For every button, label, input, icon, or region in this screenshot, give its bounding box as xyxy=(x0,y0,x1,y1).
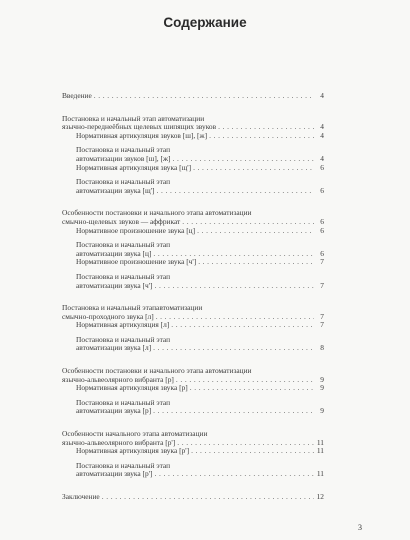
toc-entry-text: Заключение xyxy=(62,492,100,501)
leader-dots xyxy=(173,155,314,164)
toc-entry-text: Нормативное произношение звука [ч'] xyxy=(76,257,197,267)
toc-page-number: 7 xyxy=(320,320,324,330)
toc-entry-text: Постановка и начальный этап автоматизации xyxy=(62,113,205,123)
toc-page-number: 4 xyxy=(320,130,324,140)
toc-subentry xyxy=(76,164,324,173)
toc-page-number: 9 xyxy=(320,374,324,384)
toc-entry-text: язычно-альвеолярного вибранта [р'] xyxy=(62,437,176,447)
leader-dots xyxy=(94,92,314,101)
leader-dots xyxy=(197,227,314,236)
toc-entry-text: Особенности постановки и начального этапа автоматизации xyxy=(62,366,252,376)
toc-subentry xyxy=(76,321,324,330)
toc-entry-text: смычно-проходного звука [л] xyxy=(62,311,154,321)
toc-section-5 xyxy=(62,430,324,447)
toc-entry-text: автоматизации звука [р'] xyxy=(76,469,153,479)
toc-page-number: 8 xyxy=(320,343,324,353)
toc-entry-text: автоматизации звука [ц] xyxy=(76,248,152,258)
toc-entry-text: Нормативная артикуляция звука [р'] xyxy=(76,446,190,456)
leader-dots xyxy=(102,493,314,502)
toc-entry-text: Постановка и начальный этап xyxy=(76,397,171,407)
leader-dots xyxy=(171,321,314,330)
leader-dots xyxy=(209,132,314,141)
toc-section-4 xyxy=(62,367,324,384)
toc-page-number: 12 xyxy=(316,492,324,501)
toc-page-number: 4 xyxy=(320,153,324,163)
toc-page-number: 11 xyxy=(316,469,324,479)
toc-page-number: 6 xyxy=(320,248,324,258)
toc-entry-text: Постановка и начальный этапавтоматизации xyxy=(62,303,203,313)
toc-entry-text: Нормативная артикуляция звука [р] xyxy=(76,383,188,393)
toc-entry-text: Постановка и начальный этап xyxy=(76,177,171,187)
toc-page-number: 11 xyxy=(316,446,324,456)
toc-subentry xyxy=(76,273,324,290)
toc-section-1 xyxy=(62,115,324,132)
leader-dots xyxy=(177,439,314,448)
toc-entry-outro xyxy=(62,493,324,502)
toc-entry-text: автоматизации звука [л] xyxy=(76,343,152,353)
leader-dots xyxy=(182,218,314,227)
leader-dots xyxy=(155,470,315,479)
toc-entry-text: язычно-переднеёбных щелевых шипящих звуков xyxy=(62,122,217,132)
toc-entry-text: Нормативное произношение звука [ц] xyxy=(76,225,196,235)
toc-entry-text: Особенности начального этапа автоматизации xyxy=(62,429,208,439)
leader-dots xyxy=(218,123,314,132)
leader-dots xyxy=(153,344,314,353)
toc-entry-text: Нормативная артикуляция звуков [ш], [ж] xyxy=(76,130,208,140)
toc-entry-text: автоматизации звука [р] xyxy=(76,406,152,416)
toc-entry-text: Постановка и начальный этап xyxy=(76,334,171,344)
toc-subentry xyxy=(76,132,324,141)
toc-entry-text: Постановка и начальный этап xyxy=(76,460,171,470)
toc-subentry xyxy=(76,146,324,163)
toc-entry-text: Особенности постановки и начального этапа автоматизации xyxy=(62,208,252,218)
toc-page-number: 6 xyxy=(320,216,324,226)
toc-entry-text: Постановка и начальный этап xyxy=(76,240,171,250)
toc-page-number: 7 xyxy=(320,257,324,267)
leader-dots xyxy=(193,164,314,173)
toc-entry-text: Введение xyxy=(62,91,92,100)
leader-dots xyxy=(156,313,314,322)
toc-subentry xyxy=(76,384,324,393)
toc-entry-text: Постановка и начальный этап xyxy=(76,271,171,281)
toc-page-number: 4 xyxy=(320,122,324,132)
toc-page-number: 6 xyxy=(320,162,324,172)
toc-subentry xyxy=(76,399,324,416)
leader-dots xyxy=(176,376,314,385)
toc-page-number: 6 xyxy=(320,225,324,235)
toc-page-number: 9 xyxy=(320,406,324,416)
page-number: 3 xyxy=(358,523,362,532)
toc-entry-text: автоматизации звука [ч'] xyxy=(76,280,153,290)
toc-entry-intro xyxy=(62,92,324,101)
toc-page-number: 6 xyxy=(320,185,324,195)
toc-page-number: 4 xyxy=(320,91,324,100)
toc-subentry xyxy=(76,241,324,258)
toc-subentry xyxy=(76,178,324,195)
leader-dots xyxy=(153,407,314,416)
toc-page-number: 9 xyxy=(320,383,324,393)
leader-dots xyxy=(190,384,314,393)
toc-subentry xyxy=(76,447,324,456)
toc-subentry xyxy=(76,462,324,479)
toc-section-3 xyxy=(62,304,324,321)
table-of-contents xyxy=(62,92,324,502)
toc-entry-text: Постановка и начальный этап xyxy=(76,145,171,155)
toc-entry-text: Нормативная артикуляция [л] xyxy=(76,320,170,330)
toc-entry-text: автоматизации звука [щ'] xyxy=(76,185,155,195)
leader-dots xyxy=(191,447,314,456)
toc-section-2 xyxy=(62,209,324,226)
toc-entry-text: Нормативная артикуляция звука [щ'] xyxy=(76,162,192,172)
toc-page-number: 11 xyxy=(316,437,324,447)
toc-subentry xyxy=(76,258,324,267)
toc-subentry xyxy=(76,336,324,353)
leader-dots xyxy=(198,258,314,267)
leader-dots xyxy=(155,282,314,291)
leader-dots xyxy=(157,187,315,196)
page-title: Содержание xyxy=(163,15,247,30)
toc-page-number: 7 xyxy=(320,280,324,290)
toc-entry-text: автоматизации звуков [ш], [ж] xyxy=(76,153,171,163)
toc-subentry xyxy=(76,227,324,236)
toc-page-number: 7 xyxy=(320,311,324,321)
toc-entry-text: язычно-альвеолярного вибранта [р] xyxy=(62,374,174,384)
toc-entry-text: смычно-щелевых звуков — аффрикат xyxy=(62,216,181,226)
